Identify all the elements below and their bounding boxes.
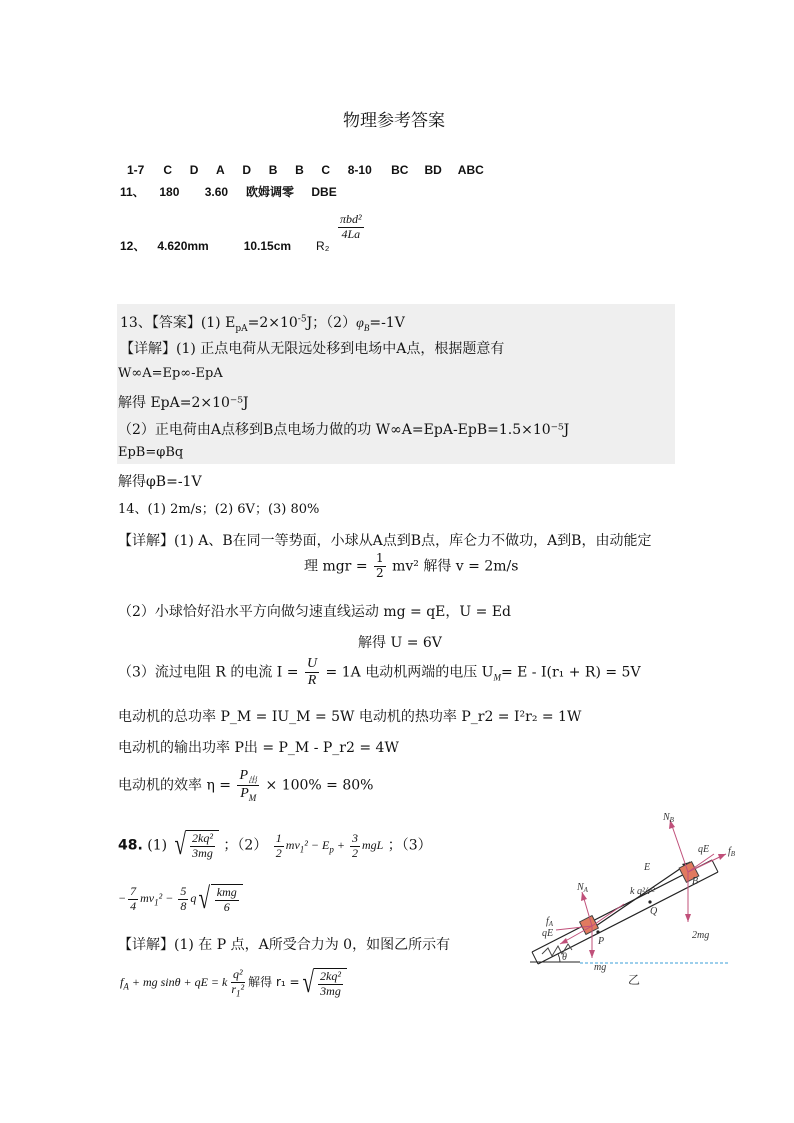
label-Q: Q bbox=[650, 906, 658, 917]
q13-line-6: EpB=φBq bbox=[118, 445, 184, 460]
q14-eq-right: mv² 解得 v = 2m/s bbox=[392, 558, 519, 575]
q14-eq-left: 理 mgr = bbox=[304, 558, 368, 575]
q13-line-3: W∞A=Ep∞-EpA bbox=[118, 366, 223, 381]
label-B: B bbox=[692, 876, 699, 887]
q48-part-2: ；（2） bbox=[223, 837, 268, 854]
label-mg: mg bbox=[594, 962, 607, 973]
label-qE-B: qE bbox=[698, 844, 710, 855]
q11-num: 11、 bbox=[120, 185, 145, 199]
answer-1: C bbox=[163, 163, 173, 177]
answer-10: ABC bbox=[457, 163, 484, 177]
q13-answer-phi: =-1V bbox=[369, 315, 405, 331]
q13-line-1: 13、【答案】(1) $E_{pA}=2\times 10^{-5}J$；$(2)\varphi_B=-1V$ bbox=[120, 314, 405, 334]
q48-part-3: ；（3） bbox=[387, 837, 432, 854]
q12-fraction bbox=[336, 213, 366, 242]
q12-frac-den: 4La bbox=[341, 226, 361, 241]
q48-detail: 【详解】(1) 在 P 点，A所受合力为 0，如图乙所示有 bbox=[118, 937, 451, 953]
label-E: E bbox=[644, 862, 651, 873]
q14-line-2: 【详解】(1) A、B在同一等势面，小球从A点到B点，库仑力不做功，A到B，由动能定 bbox=[118, 533, 652, 549]
label-fB: $f_B$ bbox=[728, 846, 736, 858]
q14-line-5: 解得 U = 6V bbox=[358, 635, 442, 651]
q14-line-4: （2）小球恰好沿水平方向做匀速直线运动 mg = qE，U = Ed bbox=[118, 604, 512, 620]
answer-2: D bbox=[189, 163, 199, 177]
label-coulomb: k q²/r² bbox=[630, 886, 655, 897]
q14-line-6: （3）流过电阻 R 的电流 I = $\frac{U}{R}$ = 1A 电动机两端的电压 $U_M= E - I(r_1 + R) = 5V$ bbox=[118, 656, 641, 689]
q13-line-7: 解得φB=-1V bbox=[118, 474, 202, 490]
answer-range-2: 8-10 bbox=[347, 163, 372, 177]
label-NB: $N_B$ bbox=[663, 812, 674, 824]
label-fA: $f_A$ bbox=[546, 916, 554, 928]
q14-line-3: 理 mgr = $\frac{1}{2}$ mv² 解得 v = 2m/s bbox=[304, 551, 519, 580]
page-title: 物理参考答案 bbox=[343, 111, 445, 131]
q12-frac-num: πbd² bbox=[340, 212, 362, 226]
q13-answer-value: =2×10 bbox=[247, 315, 298, 331]
answer-4: D bbox=[242, 163, 252, 177]
answer-8: BC bbox=[391, 163, 409, 177]
q14-efficiency-label: 电动机的效率 η = bbox=[118, 777, 232, 794]
answer-9: BD bbox=[424, 163, 442, 177]
q14-voltage-eq: = E - I(r₁ + R) = 5V bbox=[500, 664, 641, 681]
q14-line-8: 电动机的输出功率 P出 = P_M - P_r2 = 4W bbox=[118, 740, 399, 756]
q13-answer-unit: J；（2） bbox=[306, 315, 357, 331]
q14-voltage-label: = 1A 电动机两端的电压 U bbox=[325, 664, 494, 681]
q13-line-2: 【详解】(1) 正点电荷从无限远处移到电场中A点，根据题意有 bbox=[120, 341, 505, 357]
label-2mg: 2mg bbox=[692, 930, 710, 941]
answer-line-2 bbox=[120, 183, 351, 200]
q13-line-5: （2）正电荷由A点移到B点电场力做的功 W∞A=EpA-EpB=1.5×10⁻⁵J bbox=[118, 422, 570, 438]
answer-3: A bbox=[216, 163, 225, 177]
q48-line-1: 48. (1) √ $\frac{\text{2kq²}}{3mg}$ ；（2） $\frac{1}{2}$ $mv_1^2 - E_p$ + $\frac{3}{2}$ mgL ；（3） bbox=[118, 828, 432, 862]
q12-a1: 4.620mm bbox=[157, 239, 209, 253]
q14-line-9: 电动机的效率 η = $\frac{P_出}{P_M}$ × 100% = 80% bbox=[118, 768, 374, 803]
q12-num: 12、 bbox=[120, 239, 146, 253]
q14-line-1: 14、(1) 2m/s；(2) 6V；(3) 80% bbox=[118, 502, 320, 517]
label-theta: θ bbox=[562, 952, 567, 963]
q48-line-2: − $\frac{7}{4}$ $mv_1^2$ − $\frac{5}{8}$ q √ $\frac{\text{kmg}}{6}$ bbox=[118, 884, 243, 915]
q11-a4: DBE bbox=[311, 185, 337, 199]
q12-a3: R₂ bbox=[316, 239, 330, 253]
q48-solve-label: 解得 r₁ = bbox=[248, 975, 300, 990]
q11-a3: 欧姆调零 bbox=[246, 185, 295, 199]
q12-a2: 10.15cm bbox=[243, 239, 292, 253]
label-qE-A: qE bbox=[542, 928, 554, 939]
answer-6: B bbox=[295, 163, 304, 177]
q14-line-7: 电动机的总功率 P_M = IU_M = 5W 电动机的热功率 P_r2 = I²r₂ = 1W bbox=[118, 709, 582, 725]
figure-caption: 乙 bbox=[628, 973, 641, 987]
label-P: P bbox=[598, 936, 605, 947]
q48-equation: $f_A$ + mg sinθ + qE = k $\frac{\text{q²}}{r_1^2}$ 解得 r₁ = √ $\frac{\text{2kq²}}{3mg}$ bbox=[120, 968, 347, 999]
q13-answer-label: 13、【答案】(1) E bbox=[120, 315, 236, 331]
q14-current-label: （3）流过电阻 R 的电流 I = bbox=[118, 664, 299, 681]
q11-a2: 3.60 bbox=[204, 185, 229, 199]
answer-line-3 bbox=[120, 237, 346, 254]
q13-line-4: 解得 EpA=2×10⁻⁵J bbox=[118, 395, 249, 411]
force-diagram bbox=[520, 812, 770, 992]
answer-range-1: 1-7 bbox=[127, 163, 145, 177]
q11-a1: 180 bbox=[159, 185, 180, 199]
q14-efficiency-eq: × 100% = 80% bbox=[265, 777, 374, 794]
answer-line-1 bbox=[127, 163, 488, 177]
q48-part-1: (1) bbox=[147, 837, 168, 854]
q48-number: 48. bbox=[118, 837, 143, 854]
answer-7: C bbox=[321, 163, 331, 177]
label-NA: $N_A$ bbox=[577, 882, 588, 894]
answer-5: B bbox=[268, 163, 278, 177]
